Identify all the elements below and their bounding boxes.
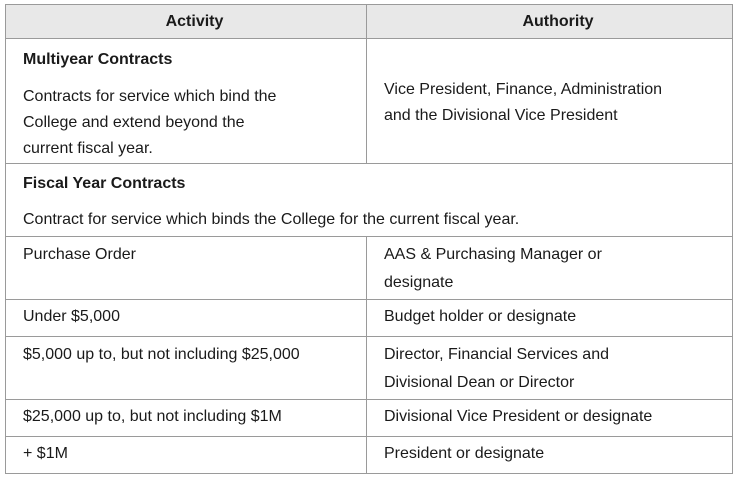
authority-line: Director, Financial Services and	[384, 346, 609, 363]
multiyear-authority-cell	[367, 39, 733, 164]
multiyear-authority-line: and the Divisional Vice President	[384, 107, 618, 124]
activity-text: Under $5,000	[23, 308, 120, 325]
authority-text	[384, 337, 732, 397]
authority-line: Divisional Dean or Director	[384, 374, 575, 391]
fiscal-year-title: Fiscal Year Contracts	[23, 175, 186, 192]
multiyear-title: Multiyear Contracts	[23, 51, 173, 68]
authority-cell	[367, 337, 733, 400]
activity-text: $25,000 up to, but not including $1M	[23, 408, 282, 425]
header-row	[6, 5, 733, 39]
multiyear-authority	[384, 39, 732, 129]
fiscal-year-description: Contract for service which binds the College for the current fiscal year.	[23, 211, 520, 228]
authority-text: Budget holder or designate	[384, 308, 577, 325]
activity-cell	[6, 337, 367, 400]
authority-cell	[367, 400, 733, 437]
authority-cell	[367, 437, 733, 474]
activity-cell	[6, 237, 367, 300]
activity-text: $5,000 up to, but not including $25,000	[23, 346, 300, 363]
table-row	[6, 337, 733, 400]
authority-cell	[367, 237, 733, 300]
activity-text: + $1M	[23, 445, 68, 462]
activity-cell	[6, 300, 367, 337]
multiyear-desc-line: Contracts for service which bind the	[23, 88, 277, 105]
fiscal-year-row	[6, 164, 733, 237]
authority-text: Divisional Vice President or designate	[384, 408, 653, 425]
authority-text: President or designate	[384, 445, 545, 462]
activity-text: Purchase Order	[23, 246, 136, 263]
multiyear-row	[6, 39, 733, 164]
activity-header: Activity	[6, 5, 367, 39]
activity-cell	[6, 437, 367, 474]
multiyear-activity-cell	[6, 39, 367, 164]
table-row	[6, 300, 733, 337]
signing-authority-table	[5, 4, 733, 474]
authority-header: Authority	[367, 5, 733, 39]
table-row	[6, 437, 733, 474]
activity-cell	[6, 400, 367, 437]
multiyear-description	[23, 73, 366, 162]
multiyear-desc-line: College and extend beyond the	[23, 114, 245, 131]
table-row	[6, 237, 733, 300]
multiyear-desc-line: current fiscal year.	[23, 140, 153, 157]
multiyear-authority-line: Vice President, Finance, Administration	[384, 81, 663, 98]
authority-line: AAS & Purchasing Manager or	[384, 246, 602, 263]
fiscal-year-cell	[6, 164, 733, 237]
authority-line: designate	[384, 274, 454, 291]
table-row	[6, 400, 733, 437]
authority-text	[384, 237, 732, 297]
authority-cell	[367, 300, 733, 337]
